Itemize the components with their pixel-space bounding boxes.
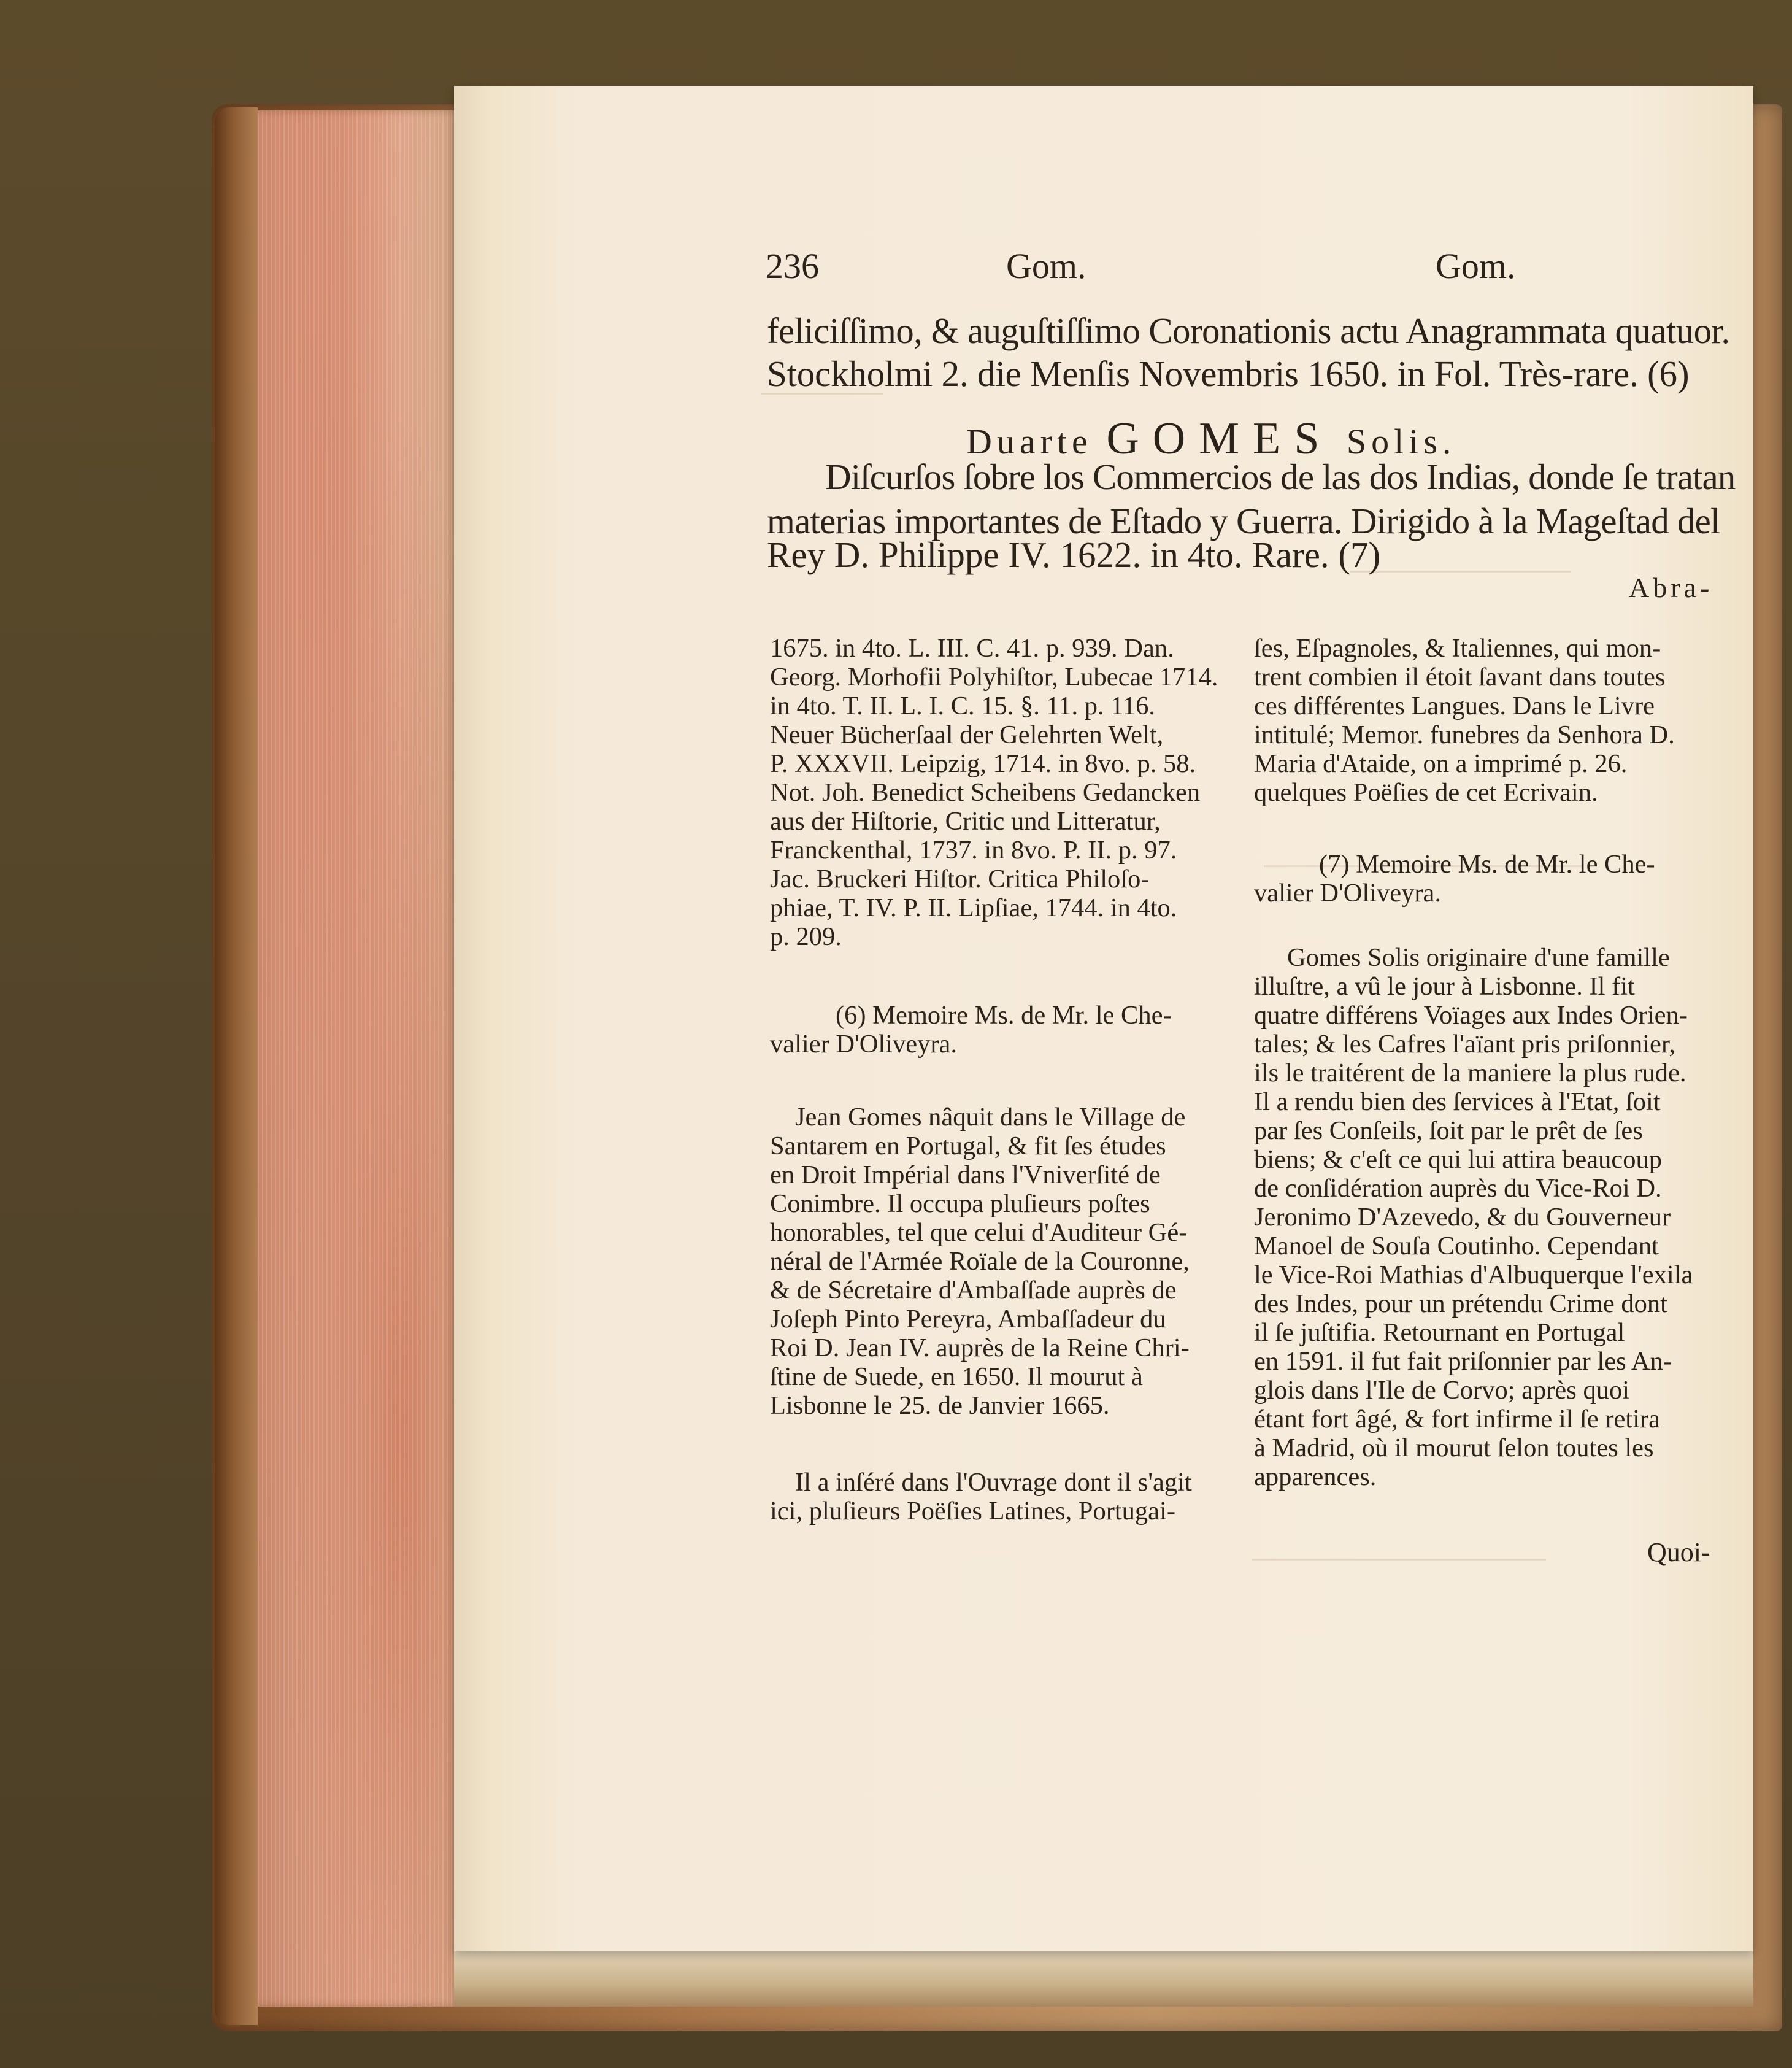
right-column-line: ils le traitérent de la maniere la plus rude. xyxy=(1254,1059,1686,1087)
right-column-line: étant fort âgé, & fort infirme il ſe retira xyxy=(1254,1405,1661,1433)
right-column-line: le Vice-Roi Mathias d'Albuquerque l'exila xyxy=(1254,1260,1693,1289)
show-through-mark xyxy=(1252,1559,1546,1585)
left-column-line: Joſeph Pinto Pereyra, Ambaſſadeur du xyxy=(770,1305,1166,1333)
catchword-top: Abra- xyxy=(1629,572,1713,603)
left-column-line: & de Sécretaire d'Ambaſſade auprès de xyxy=(770,1276,1177,1305)
entry-line: materias importantes de Eſtado y Guerra. Dirigido à la Mageſtad del xyxy=(767,501,1720,541)
right-column-line: par ſes Conſeils, ſoit par le prêt de ſes xyxy=(1254,1116,1643,1145)
left-column-line: Roi D. Jean IV. auprès de la Reine Chri- xyxy=(770,1333,1190,1362)
left-column-line: p. 209. xyxy=(770,922,842,951)
left-column-line: Jac. Bruckeri Hiſtor. Critica Philoſo- xyxy=(770,865,1150,893)
running-title-right: Gom. xyxy=(1436,246,1516,286)
right-column-line: il ſe juſtifia. Retournant en Portugal xyxy=(1254,1318,1625,1347)
left-column-line: néral de l'Armée Roïale de la Couronne, xyxy=(770,1247,1190,1276)
entry-heading-surname: GOMES xyxy=(1106,414,1333,464)
right-column-line: de conſidération auprès du Vice-Roi D. xyxy=(1254,1174,1662,1203)
right-column-line: trent combien il étoit ſavant dans toutes xyxy=(1254,663,1666,692)
left-column-line: phiae, T. IV. P. II. Lipſiae, 1744. in 4to. xyxy=(770,893,1177,922)
page-block-bottom xyxy=(454,1951,1753,2007)
left-column-line: Lisbonne le 25. de Janvier 1665. xyxy=(770,1391,1110,1420)
show-through-mark xyxy=(761,393,883,419)
right-column-line: en 1591. il fut fait priſonnier par les An- xyxy=(1254,1347,1672,1376)
right-column-line: des Indes, pour un prétendu Crime dont xyxy=(1254,1289,1667,1318)
entry-heading-last: Solis. xyxy=(1346,422,1456,461)
catchword-bottom: Quoi- xyxy=(1647,1537,1710,1567)
right-column-line: illuſtre, a vû le jour à Lisbonne. Il fit xyxy=(1254,972,1635,1001)
left-column-line: Jean Gomes nâquit dans le Village de xyxy=(795,1103,1186,1132)
entry-heading-first: Duarte xyxy=(966,422,1093,461)
right-column-line: Maria d'Ataide, on a imprimé p. 26. xyxy=(1254,749,1628,778)
intro-line: feliciſſimo, & auguſtiſſimo Coronationis actu Anagrammata quatuor. xyxy=(767,311,1730,351)
entry-line: Diſcurſos ſobre los Commercios de las dos Indias, donde ſe tratan xyxy=(825,457,1736,497)
right-column-line: Jeronimo D'Azevedo, & du Gouverneur xyxy=(1254,1203,1671,1232)
left-column-line: in 4to. T. II. L. I. C. 15. §. 11. p. 116. xyxy=(770,692,1156,720)
right-column-line: biens; & c'eſt ce qui lui attira beaucoup xyxy=(1254,1145,1662,1174)
left-column-line: 1675. in 4to. L. III. C. 41. p. 939. Dan. xyxy=(770,634,1174,663)
left-column-line: ſtine de Suede, en 1650. Il mourut à xyxy=(770,1362,1143,1391)
right-column-line: quelques Poëſies de cet Ecrivain. xyxy=(1254,778,1598,807)
left-column-line: Il a inſéré dans l'Ouvrage dont il s'agit xyxy=(795,1468,1192,1497)
show-through-mark xyxy=(1350,571,1571,597)
left-column-line: honorables, tel que celui d'Auditeur Gé- xyxy=(770,1218,1188,1247)
cover-spine-edge xyxy=(215,107,258,2025)
right-column-line: (7) Memoire Ms. de Mr. le Che- xyxy=(1319,850,1655,879)
right-column-line: Il a rendu bien des ſervices à l'Etat, ſoit xyxy=(1254,1087,1661,1116)
left-column-line: Not. Joh. Benedict Scheibens Gedancken xyxy=(770,778,1201,807)
right-column-line: tales; & les Cafres l'aïant pris priſonnier, xyxy=(1254,1030,1675,1059)
right-column-line: ces différentes Langues. Dans le Livre xyxy=(1254,692,1655,720)
right-column-line: glois dans l'Ile de Corvo; après quoi xyxy=(1254,1376,1629,1405)
right-column-line: apparences. xyxy=(1254,1462,1377,1491)
left-column-line: P. XXXVII. Leipzig, 1714. in 8vo. p. 58. xyxy=(770,749,1196,778)
left-column-line: ici, pluſieurs Poëſies Latines, Portugai- xyxy=(770,1497,1175,1526)
running-title-left: Gom. xyxy=(1006,246,1086,286)
red-sprinkled-page-edges xyxy=(258,110,460,2007)
right-column-line: Gomes Solis originaire d'une famille xyxy=(1287,943,1670,972)
right-column-line: valier D'Oliveyra. xyxy=(1254,879,1442,908)
page-number: 236 xyxy=(766,246,819,286)
entry-line: Rey D. Philippe IV. 1622. in 4to. Rare. (7) xyxy=(767,534,1381,575)
right-column-line: quatre différens Voïages aux Indes Orien- xyxy=(1254,1001,1688,1030)
right-column-line: Manoel de Souſa Coutinho. Cependant xyxy=(1254,1232,1659,1260)
left-column-line: aus der Hiſtorie, Critic und Litteratur, xyxy=(770,807,1161,836)
intro-line: Stockholmi 2. die Menſis Novembris 1650. in Fol. Très-rare. (6) xyxy=(767,353,1690,394)
right-column-line: à Madrid, où il mourut ſelon toutes les xyxy=(1254,1433,1654,1462)
right-column-line: ſes, Eſpagnoles, & Italiennes, qui mon- xyxy=(1254,634,1661,663)
left-column-line: Conimbre. Il occupa pluſieurs poſtes xyxy=(770,1189,1150,1218)
left-column-line: Santarem en Portugal, & fit ſes études xyxy=(770,1132,1166,1160)
left-column-line: en Droit Impérial dans l'Vniverſité de xyxy=(770,1160,1161,1189)
left-column-line: (6) Memoire Ms. de Mr. le Che- xyxy=(836,1001,1172,1030)
left-column-line: Georg. Morhofii Polyhiſtor, Lubecae 1714. xyxy=(770,663,1218,692)
left-column-line: Franckenthal, 1737. in 8vo. P. II. p. 97. xyxy=(770,836,1177,865)
left-column-line: valier D'Oliveyra. xyxy=(770,1030,958,1059)
left-column-line: Neuer Bücherſaal der Gelehrten Welt, xyxy=(770,720,1164,749)
right-column-line: intitulé; Memor. funebres da Senhora D. xyxy=(1254,720,1675,749)
